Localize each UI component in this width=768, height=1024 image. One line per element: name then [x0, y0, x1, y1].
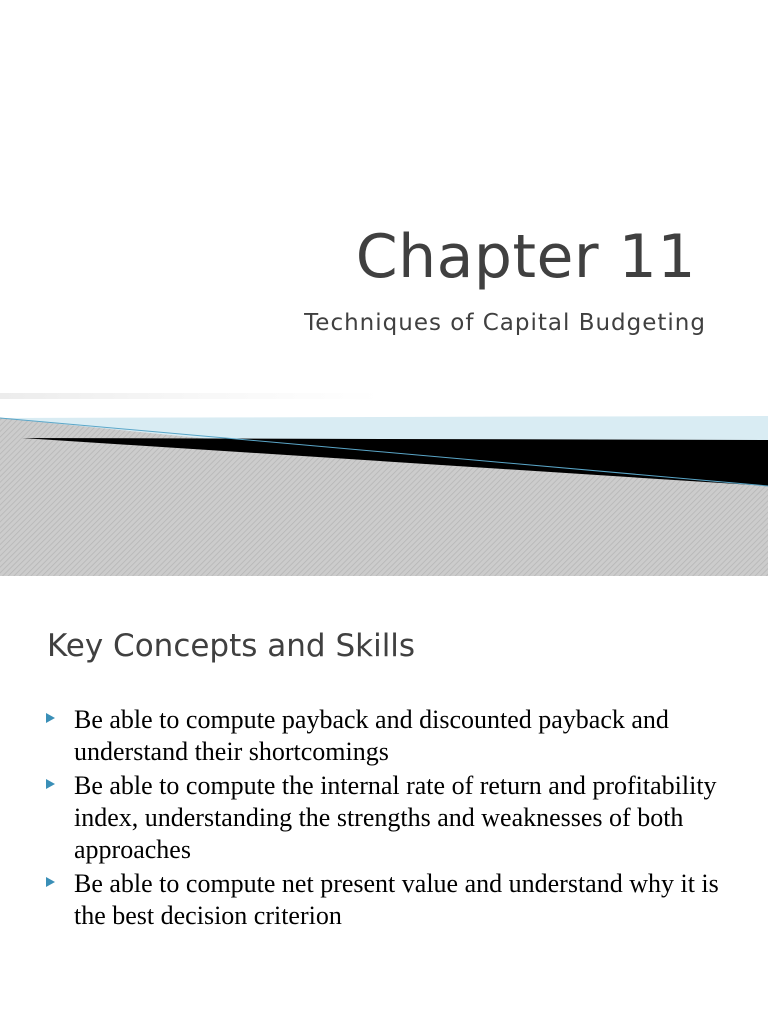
light-strip — [0, 393, 380, 399]
bullet-item — [46, 704, 726, 768]
bullet-text: Be able to compute the internal rate of return and profitability index, understanding the strengths and weaknesses of both approaches — [74, 771, 717, 864]
content-slide — [0, 576, 768, 1024]
bullet-item — [46, 868, 726, 932]
bullet-text: Be able to compute net present value and understand why it is the best decision criterion — [74, 869, 719, 930]
triangle-bullet-icon — [46, 779, 55, 789]
slide-title: Chapter 11 — [355, 222, 696, 292]
slide-subtitle: Techniques of Capital Budgeting — [304, 310, 706, 336]
slide-heading: Key Concepts and Skills — [47, 628, 416, 664]
triangle-bullet-icon — [46, 713, 55, 723]
bullet-item — [46, 770, 726, 866]
bullet-list — [46, 704, 726, 934]
decorative-swoosh-band — [0, 380, 768, 576]
triangle-bullet-icon — [46, 877, 55, 887]
bullet-text: Be able to compute payback and discounted payback and understand their shortcomings — [74, 705, 669, 766]
